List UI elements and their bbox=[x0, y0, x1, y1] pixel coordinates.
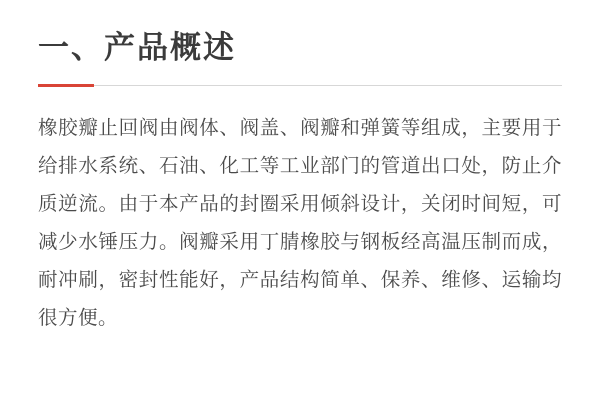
divider-line bbox=[94, 85, 562, 86]
section-paragraph: 橡胶瓣止回阀由阀体、阀盖、阀瓣和弹簧等组成，主要用于给排水系统、石油、化工等工业部门的管道出口处，防止介质逆流。由于本产品的封圈采用倾斜设计，关闭时间短，可减少水锤压力。阀瓣采用丁腈橡胶与钢板经高温压制而成，耐冲刷，密封性能好，产品结构简单、保养、维修、运输均很方便。 bbox=[38, 117, 562, 330]
divider-accent-segment bbox=[38, 84, 94, 87]
section-heading: 一、产品概述 bbox=[38, 30, 236, 65]
